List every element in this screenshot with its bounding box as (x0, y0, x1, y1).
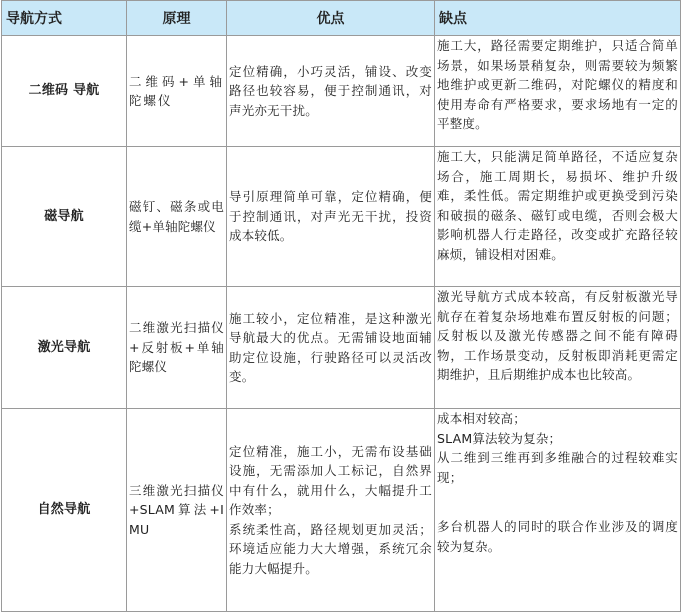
row-principle-cell: 二维激光扫描仪+反射板+单轴陀螺仪 (127, 287, 227, 409)
row-mode-cell: 二维码 导航 (2, 36, 127, 147)
navigation-comparison-table (1, 0, 681, 612)
table-row (2, 287, 681, 409)
cons-line: 从二维到三维再到多维融合的过程较难实现； (437, 450, 678, 485)
row-cons-cell: 施工大，只能满足简单路径，不适应复杂场合，施工周期长，易损坏、维护升级难，柔性低。需定期维护或更换受到污染和破损的磁条、磁钉或电缆，否则会极大影响机器人行走路径，改变或扩充路径较麻烦，铺设相对困难。 (435, 147, 681, 287)
pros-line: 定位精准，施工小，无需布设基础设施，无需添加人工标记，自然界中有什么，就用什么，大幅提升工作效率； (229, 443, 432, 518)
row-pros-cell (227, 409, 435, 612)
header-principle: 原理 (127, 1, 227, 36)
row-cons-cell: 施工大，路径需要定期维护，只适合简单场景，如果场景稍复杂，则需要较为频繁地维护或更新二维码，对陀螺仪的精度和使用寿命有严格要求，要求场地有一定的平整度。 (435, 36, 681, 147)
table-row (2, 409, 681, 612)
row-cons-cell (435, 409, 681, 612)
table-header-row (2, 1, 681, 36)
row-pros-cell: 定位精确，小巧灵活，铺设、改变路径也较容易，便于控制通讯，对声光亦无干扰。 (227, 36, 435, 147)
row-mode-cell: 自然导航 (2, 409, 127, 612)
row-mode-cell: 激光导航 (2, 287, 127, 409)
row-principle-cell: 三维激光扫描仪+SLAM算法+IMU (127, 409, 227, 612)
cons-line: 多台机器人的同时的联合作业涉及的调度较为复杂。 (437, 519, 678, 554)
table-row (2, 36, 681, 147)
pros-line: 系统柔性高，路径规划更加灵活；环境适应能力大大增强，系统冗余能力大幅提升。 (229, 521, 432, 576)
row-pros-cell: 施工较小，定位精准，是这种激光导航最大的优点。无需铺设地面辅助定位设施，行驶路径可以灵活改变。 (227, 287, 435, 409)
row-principle-cell: 磁钉、磁条或电缆+单轴陀螺仪 (127, 147, 227, 287)
row-mode-cell: 磁导航 (2, 147, 127, 287)
cons-line: SLAM算法较为复杂； (437, 430, 562, 446)
table-row (2, 147, 681, 287)
header-cons: 缺点 (435, 1, 681, 36)
header-pros: 优点 (227, 1, 435, 36)
row-principle-cell: 二维码+单轴陀螺仪 (127, 36, 227, 147)
row-cons-cell: 激光导航方式成本较高，有反射板激光导航存在着复杂场地难布置反射板的问题；反射板以及激光传感器之间不能有障碍物，工作场景变动，反射板即消耗更需定期维护，且后期维护成本也比较高。 (435, 287, 681, 409)
row-pros-cell: 导引原理简单可靠，定位精确，便于控制通讯，对声光无干扰，投资成本较低。 (227, 147, 435, 287)
cons-line: 成本相对较高； (437, 411, 526, 426)
header-mode: 导航方式 (2, 1, 127, 36)
